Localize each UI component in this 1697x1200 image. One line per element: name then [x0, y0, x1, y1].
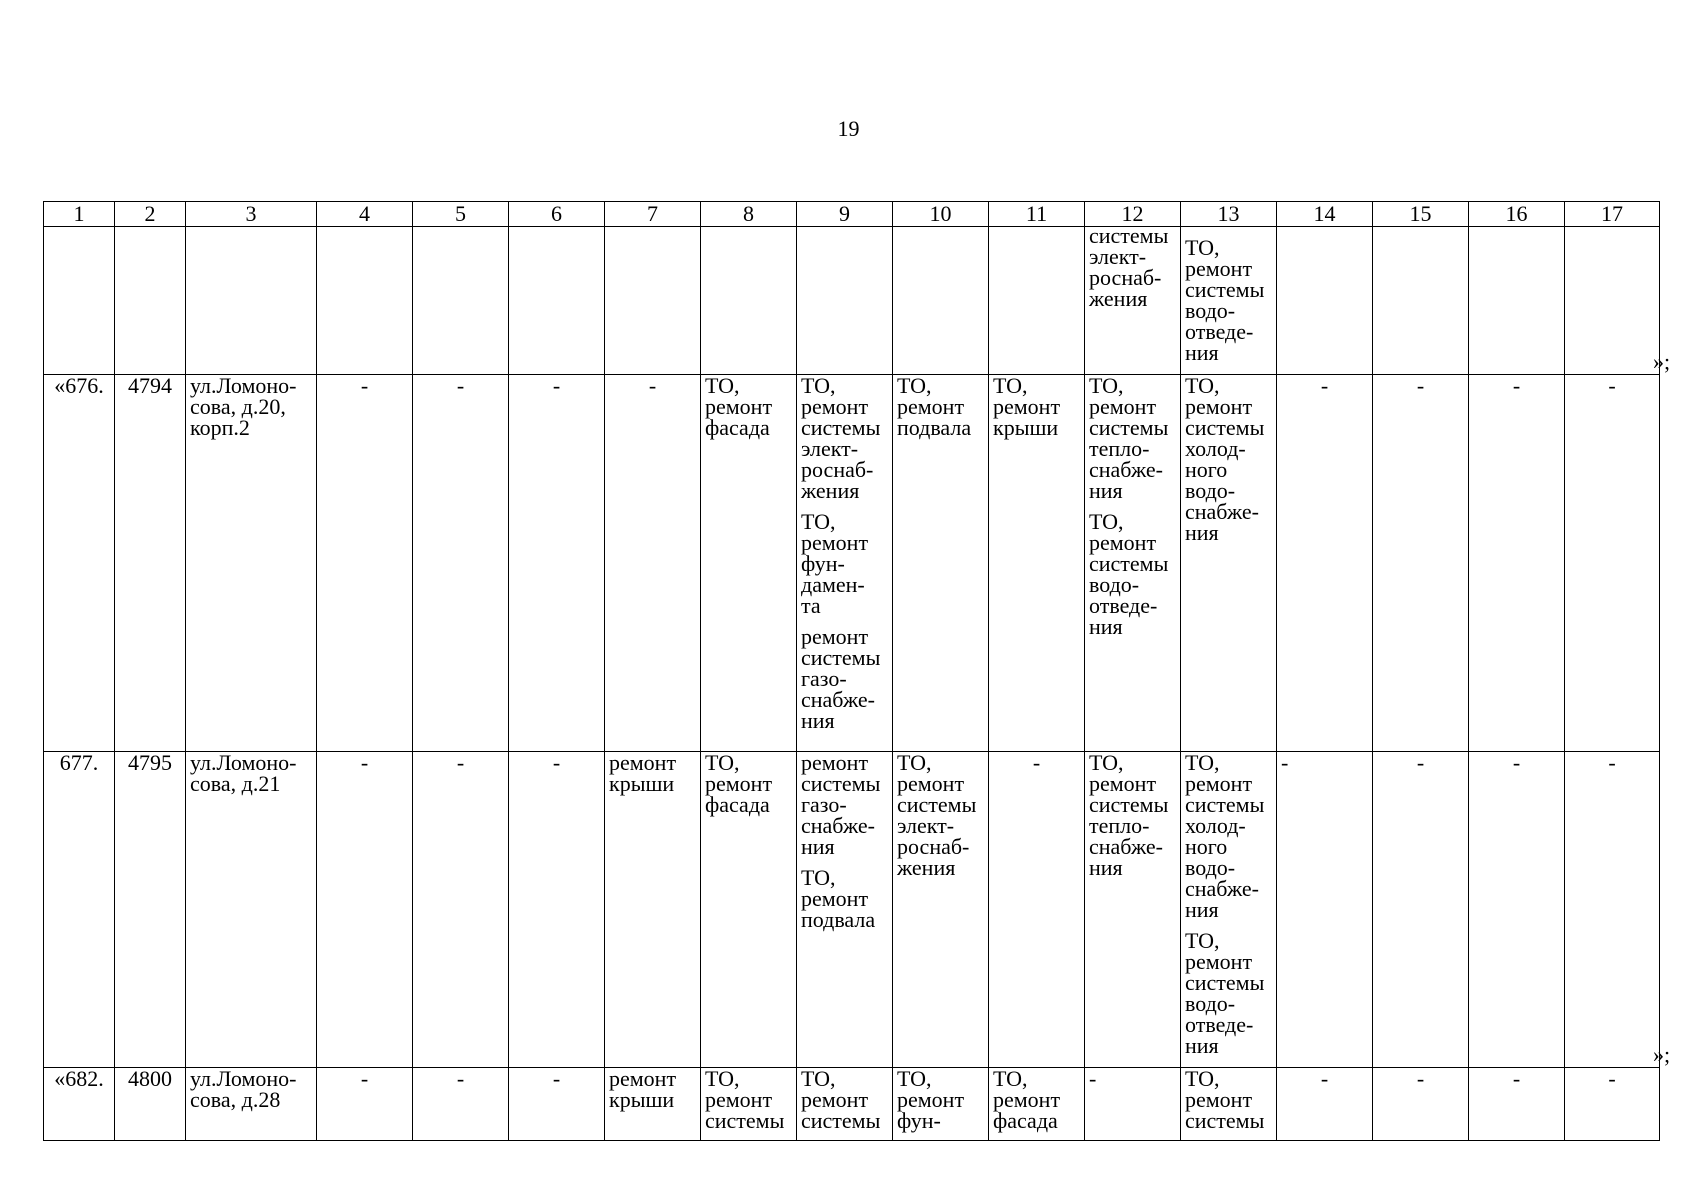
work-item: ТО, ремонт фасада: [705, 751, 773, 817]
table-cell: [1085, 375, 1181, 752]
table-cell: [893, 1068, 989, 1141]
table-cell: [1181, 227, 1277, 375]
repair-schedule-table: [43, 201, 1660, 1141]
table-cell: -: [1469, 1068, 1565, 1141]
table-cell: -: [413, 752, 509, 1068]
work-item: ТО, ремонт фун-: [897, 1067, 965, 1133]
table-cell: [989, 1068, 1085, 1141]
table-cell: -: [509, 375, 605, 752]
row-number: «676.: [44, 375, 115, 752]
address-cell: [186, 1068, 317, 1141]
work-item: ремонт системы газо- снабже- ния: [801, 751, 881, 859]
table-cell: [797, 227, 893, 375]
work-item: ТО, ремонт системы тепло- снабже- ния: [1089, 751, 1169, 880]
closing-quote-mark: »;: [1653, 1042, 1671, 1067]
table-cell: [1085, 752, 1181, 1068]
work-item: ТО, ремонт системы элект- роснаб- жения: [801, 374, 881, 503]
column-header: 16: [1469, 202, 1565, 227]
table-cell: -: [1565, 752, 1660, 1068]
table-cell: [509, 227, 605, 375]
table-cell: [1181, 375, 1277, 752]
table-cell: -: [1469, 375, 1565, 752]
table-cell: [1181, 1068, 1277, 1141]
closing-quote-mark: »;: [1653, 349, 1671, 374]
work-item: ТО, ремонт системы элект- роснаб- жения: [897, 751, 977, 880]
object-code: 4800: [115, 1068, 186, 1141]
work-item: ТО, ремонт системы холод- ного водо- снабже- ния: [1185, 751, 1265, 922]
column-header: 12: [1085, 202, 1181, 227]
table-cell: -: [509, 752, 605, 1068]
object-code: 4794: [115, 375, 186, 752]
table-cell: [605, 752, 701, 1068]
table-cell: -: [989, 752, 1085, 1068]
table-cell: [701, 752, 797, 1068]
table-cell: -: [317, 1068, 413, 1141]
table-cell: [1277, 227, 1373, 375]
table-cell: [893, 752, 989, 1068]
work-item: ТО, ремонт системы: [801, 1067, 881, 1133]
column-number-row: [44, 202, 1660, 227]
table-row-677: [44, 752, 1660, 1068]
table-cell: [605, 1068, 701, 1141]
table-cell: -: [1277, 752, 1373, 1068]
table-cell: -: [413, 1068, 509, 1141]
row-number: «682.: [44, 1068, 115, 1141]
table-cell: [115, 227, 186, 375]
table-row-676: [44, 375, 1660, 752]
table-cell: -: [1277, 1068, 1373, 1141]
table-cell: [413, 227, 509, 375]
table-cell: [701, 227, 797, 375]
table-cell: [1181, 752, 1277, 1068]
column-header: 10: [893, 202, 989, 227]
work-item: ТО, ремонт крыши: [993, 374, 1061, 440]
column-header: 11: [989, 202, 1085, 227]
table-cell: [186, 227, 317, 375]
address-cell: [186, 752, 317, 1068]
table-cell: [1469, 227, 1565, 375]
table-cell: [44, 227, 115, 375]
table-cell: [989, 375, 1085, 752]
cell-text: ТО, ремонт системы водо- отведе- ния: [1185, 235, 1265, 365]
work-item: ремонт крыши: [609, 751, 677, 796]
work-item: ТО, ремонт системы: [705, 1067, 785, 1133]
work-item: ТО, ремонт системы тепло- снабже- ния: [1089, 374, 1169, 503]
table-cell: [605, 227, 701, 375]
table-cell: [701, 1068, 797, 1141]
column-header: 15: [1373, 202, 1469, 227]
work-item: ТО, ремонт подвала: [801, 865, 876, 932]
table-cell: [797, 1068, 893, 1141]
column-header: 7: [605, 202, 701, 227]
address-cell: [186, 375, 317, 752]
table-cell: [797, 752, 893, 1068]
table-cell: [893, 375, 989, 752]
column-header: 8: [701, 202, 797, 227]
cell-text: системы элект- роснаб- жения: [1089, 226, 1169, 311]
table-cell: [1565, 227, 1660, 375]
table-cell: -: [1085, 1068, 1181, 1141]
table-cell: -: [605, 375, 701, 752]
table-row-continuation: [44, 227, 1660, 375]
table-cell: -: [1565, 1068, 1660, 1141]
column-header: 2: [115, 202, 186, 227]
table-cell: [797, 375, 893, 752]
table-cell: -: [1565, 375, 1660, 752]
row-number: 677.: [44, 752, 115, 1068]
work-item: ТО, ремонт фасада: [993, 1067, 1061, 1133]
table-cell: -: [1469, 752, 1565, 1068]
column-header: 1: [44, 202, 115, 227]
table-cell: -: [1373, 375, 1469, 752]
table-cell: -: [1373, 1068, 1469, 1141]
table-cell: [1085, 227, 1181, 375]
table-cell: [701, 375, 797, 752]
column-header: 4: [317, 202, 413, 227]
address-text: ул.Ломоно- сова, д.28: [190, 1067, 297, 1112]
column-header: 17: [1565, 202, 1660, 227]
table-cell: -: [1277, 375, 1373, 752]
work-item: ТО, ремонт фасада: [705, 374, 773, 440]
column-header: 3: [186, 202, 317, 227]
column-header: 9: [797, 202, 893, 227]
table-cell: [1373, 227, 1469, 375]
work-item: ТО, ремонт фун- дамен- та: [801, 509, 869, 618]
table-cell: -: [509, 1068, 605, 1141]
work-item: ТО, ремонт системы водо- отведе- ния: [1185, 928, 1265, 1058]
address-text: ул.Ломоно- сова, д.20, корп.2: [190, 374, 297, 440]
column-header: 14: [1277, 202, 1373, 227]
work-item: ТО, ремонт системы холод- ного водо- снабже- ния: [1185, 374, 1265, 545]
table-cell: -: [317, 375, 413, 752]
table-cell: [893, 227, 989, 375]
column-header: 5: [413, 202, 509, 227]
column-header: 13: [1181, 202, 1277, 227]
work-item: ТО, ремонт системы: [1185, 1067, 1265, 1133]
work-item: ремонт системы газо- снабже- ния: [801, 624, 881, 733]
address-text: ул.Ломоно- сова, д.21: [190, 751, 297, 796]
table-cell: [989, 227, 1085, 375]
table-cell: [317, 227, 413, 375]
table-row-682: [44, 1068, 1660, 1141]
object-code: 4795: [115, 752, 186, 1068]
work-item: ремонт крыши: [609, 1067, 677, 1112]
work-item: ТО, ремонт подвала: [897, 374, 972, 440]
table-cell: -: [317, 752, 413, 1068]
table-cell: -: [1373, 752, 1469, 1068]
page-number: 19: [837, 116, 860, 141]
table-cell: -: [413, 375, 509, 752]
column-header: 6: [509, 202, 605, 227]
work-item: ТО, ремонт системы водо- отведе- ния: [1089, 509, 1169, 639]
